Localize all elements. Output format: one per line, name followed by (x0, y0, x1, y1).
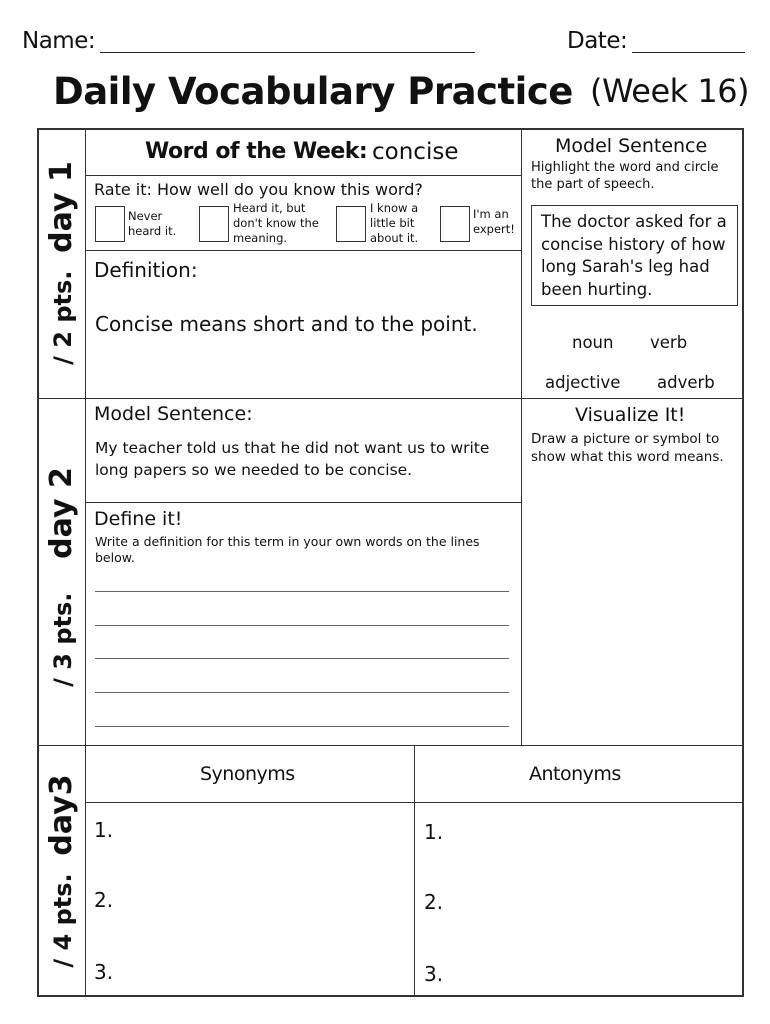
day2-section-divider (85, 502, 522, 503)
day1-divider (37, 398, 744, 399)
side-column-divider (85, 128, 86, 997)
rating-label-3: I know a little bit about it. (370, 201, 419, 245)
visualize-title: Visualize It! (575, 404, 686, 426)
define-it-label: Define it! (94, 508, 183, 530)
synonyms-label: Synonyms (200, 763, 295, 785)
rate-prompt: Rate it: How well do you know this word? (94, 180, 423, 199)
word-of-week-label: Word of the Week: (145, 139, 368, 164)
rating-checkbox-4[interactable] (440, 206, 470, 242)
name-field[interactable] (100, 52, 475, 53)
model-sentence-text: The doctor asked for a concise history of how long Sarah's leg had been hurting. (541, 212, 727, 299)
day3-day: day3 (44, 774, 79, 856)
antonyms-label: Antonyms (529, 763, 621, 785)
pos-adverb[interactable]: adverb (657, 373, 715, 392)
antonym-2[interactable]: 2. (424, 890, 444, 914)
definition-text: Concise means short and to the point. (95, 312, 478, 336)
day1-points: / 2 pts. (49, 270, 77, 365)
date-field[interactable] (632, 52, 745, 53)
synonym-1[interactable]: 1. (94, 818, 114, 842)
day2-divider (37, 745, 744, 746)
visualize-instruction: Draw a picture or symbol to show what this word means. (531, 431, 724, 465)
antonym-3[interactable]: 3. (424, 962, 444, 986)
synonym-3[interactable]: 3. (94, 960, 114, 984)
synonym-2[interactable]: 2. (94, 888, 114, 912)
date-label: Date: (567, 28, 628, 54)
day2-points: / 3 pts. (49, 592, 77, 687)
rating-checkbox-3[interactable] (336, 206, 366, 242)
pos-verb[interactable]: verb (650, 333, 688, 352)
day3-side-label (44, 746, 78, 996)
day2-model-sentence: My teacher told us that he did not want us to write long papers so we needed to be concise. (95, 439, 490, 479)
day2-side-label (44, 422, 78, 732)
definition-label: Definition: (94, 258, 198, 282)
writing-line-5[interactable] (95, 726, 509, 727)
week-label: (Week 16) (590, 72, 750, 110)
rating-label-1: Never heard it. (128, 209, 177, 238)
word-of-week: concise (372, 139, 459, 165)
writing-line-4[interactable] (95, 692, 509, 693)
day3-header-divider (85, 802, 744, 803)
writing-line-3[interactable] (95, 658, 509, 659)
day2-day: day 2 (44, 467, 79, 559)
day3-points: / 4 pts. (49, 873, 77, 968)
day2-model-label: Model Sentence: (94, 403, 253, 425)
model-sentence-title: Model Sentence (555, 135, 708, 157)
name-label: Name: (22, 28, 96, 54)
page-title: Daily Vocabulary Practice (53, 70, 573, 113)
writing-line-2[interactable] (95, 625, 509, 626)
drawing-area[interactable] (525, 490, 739, 740)
rating-label-2: Heard it, but don't know the meaning. (233, 201, 319, 245)
rating-checkbox-1[interactable] (95, 206, 125, 242)
pos-noun[interactable]: noun (572, 333, 614, 352)
rating-label-4: I'm an expert! (473, 207, 515, 236)
define-it-instruction: Write a definition for this term in your own words on the lines below. (95, 534, 480, 565)
antonym-1[interactable]: 1. (424, 820, 444, 844)
day3-column-divider (414, 745, 415, 997)
day1-side-label (44, 143, 78, 383)
model-sentence-instruction: Highlight the word and circle the part of speech. (531, 160, 719, 192)
day1-day: day 1 (44, 161, 79, 253)
writing-line-1[interactable] (95, 591, 509, 592)
rating-checkbox-2[interactable] (199, 206, 229, 242)
pos-adjective[interactable]: adjective (545, 373, 621, 392)
